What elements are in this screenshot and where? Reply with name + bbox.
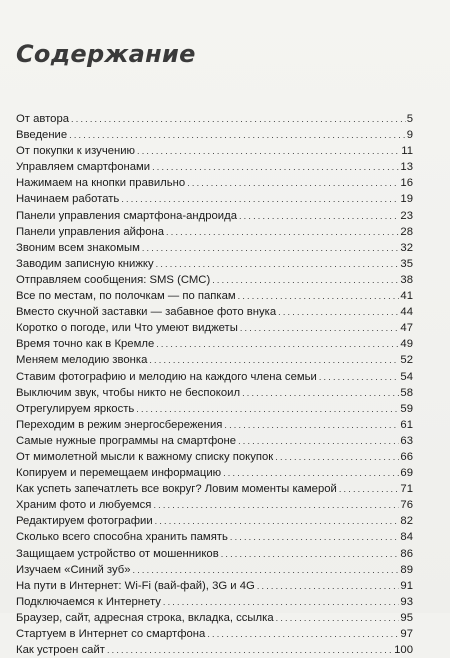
dot-leader [238,433,399,449]
toc-entry-title: Панели управления смартфона-андроида [16,209,237,222]
toc-entry [16,401,413,417]
toc-entry [16,610,413,626]
toc-entry [16,256,413,272]
dot-leader [276,610,400,626]
dot-leader [136,401,399,417]
toc-entry-page-number: 91 [400,579,413,592]
toc-entry-title: Заводим записную книжку [16,257,154,270]
toc-entry-title: Время точно как в Кремле [16,338,155,351]
toc-entry [16,288,413,304]
toc-entry-page-number: 47 [400,322,413,335]
toc-entry-title: Как устроен сайт [16,644,105,657]
toc-entry [16,497,413,513]
toc-entry [16,626,413,642]
toc-entry-title: Редактируем фотографии [16,515,153,528]
toc-entry [16,546,413,562]
toc-entry [16,304,413,320]
toc-entry-title: На пути в Интернет: Wi-Fi (вай-фай), 3G и 4G [16,579,255,592]
toc-entry-page-number: 11 [401,145,413,158]
dot-leader [275,449,399,465]
toc-entry-title: Выключим звук, чтобы никто не беспокоил [16,386,241,399]
dot-leader [257,578,400,594]
toc-entry [16,642,413,658]
toc-entry-title: Подключаемся к Интернету [16,595,161,608]
toc-entry [16,336,413,352]
toc-entry [16,562,413,578]
toc-entry-page-number: 16 [400,177,413,190]
toc-entry-title: Все по местам, по полочкам — по папкам [16,290,236,303]
toc-entry-title: Браузер, сайт, адресная строка, вкладка, ссылка [16,611,274,624]
dot-leader [278,304,399,320]
toc-entry-page-number: 41 [400,290,413,303]
toc-entry-title: От покупки к изучению [16,145,136,158]
toc-entry-page-number: 44 [400,306,413,319]
dot-leader [319,369,400,385]
toc-entry-title: Коротко о погоде, или Что умеют виджеты [16,322,238,335]
toc-entry [16,513,413,529]
toc-entry-page-number: 54 [400,370,413,383]
toc-entry-page-number: 69 [400,467,413,480]
toc-entry-title: Управляем смартфонами [16,161,151,174]
toc-entry [16,417,413,433]
dot-leader [230,529,400,545]
toc-entry [16,320,413,336]
toc-entry-title: Сколько всего способна хранить память [16,531,228,544]
toc-entry [16,385,413,401]
toc-entry-page-number: 19 [400,193,413,206]
toc-entry [16,159,413,175]
table-of-contents [16,111,413,658]
toc-entry [16,143,413,159]
toc-entry-title: Меняем мелодию звонка [16,354,148,367]
dot-leader [142,240,400,256]
toc-entry-page-number: 63 [400,434,413,447]
toc-entry-title: Копируем и перемещаем информацию [16,467,222,480]
dot-leader [163,594,400,610]
toc-entry [16,175,413,191]
toc-entry-title: Ставим фотографию и мелодию на каждого члена семьи [16,370,317,383]
toc-entry-page-number: 38 [400,273,413,286]
dot-leader [239,208,399,224]
toc-entry-page-number: 35 [400,257,413,270]
dot-leader [155,513,400,529]
toc-entry-title: Изучаем «Синий зуб» [16,563,131,576]
toc-entry [16,352,413,368]
dot-leader [149,352,399,368]
toc-entry-page-number: 59 [400,402,413,415]
toc-entry [16,224,413,240]
page-title: Содержание [16,40,196,68]
toc-entry [16,111,413,127]
toc-entry [16,449,413,465]
toc-entry-title: Стартуем в Интернет со смартфона [16,628,206,640]
toc-entry-page-number: 76 [400,499,413,512]
toc-entry-page-number: 71 [400,483,413,496]
toc-entry [16,272,413,288]
toc-entry-page-number: 58 [400,386,413,399]
dot-leader [207,626,399,642]
toc-entry-page-number: 86 [400,547,413,560]
toc-entry [16,369,413,385]
toc-entry-page-number: 95 [400,611,413,624]
dot-leader [223,465,399,481]
toc-entry-page-number: 100 [394,644,413,657]
toc-entry [16,240,413,256]
toc-entry [16,578,413,594]
toc-entry [16,433,413,449]
toc-entry-title: От мимолетной мысли к важному списку покупок [16,450,274,463]
toc-entry-title: Отправляем сообщения: SMS (СМС) [16,273,211,286]
toc-entry-title: Отрегулируем яркость [16,402,135,415]
toc-entry-title: Панели управления айфона [16,225,165,238]
dot-leader [71,111,406,127]
toc-entry [16,529,413,545]
dot-leader [69,127,406,143]
toc-entry-title: Самые нужные программы на смартфоне [16,434,237,447]
toc-entry [16,127,413,143]
dot-leader [133,562,400,578]
dot-leader [137,143,400,159]
dot-leader [212,272,399,288]
toc-entry-page-number: 13 [400,161,413,174]
dot-leader [187,175,399,191]
toc-entry [16,191,413,207]
dot-leader [242,385,399,401]
dot-leader [121,191,399,207]
dot-leader [107,642,393,658]
dot-leader [152,159,399,175]
toc-entry-title: Нажимаем на кнопки правильно [16,177,186,190]
dot-leader [339,481,400,497]
dot-leader [221,546,400,562]
toc-entry [16,594,413,610]
toc-entry-title: Храним фото и любуемся [16,499,152,512]
dot-leader [156,256,400,272]
toc-entry-page-number: 5 [406,113,413,125]
toc-entry-page-number: 52 [400,354,413,367]
toc-entry-page-number: 49 [400,338,413,351]
toc-entry-page-number: 84 [400,531,413,544]
toc-entry-title: От автора [16,113,70,125]
toc-entry-title: Переходим в режим энергосбережения [16,418,223,431]
toc-entry-page-number: 82 [400,515,413,528]
toc-entry-page-number: 89 [400,563,413,576]
dot-leader [166,224,399,240]
toc-entry-page-number: 32 [400,241,413,254]
toc-entry-page-number: 93 [400,595,413,608]
dot-leader [224,417,399,433]
toc-entry-title: Как успеть запечатлеть все вокруг? Ловим моменты камерой [16,483,337,496]
toc-entry-page-number: 28 [400,225,413,238]
dot-leader [240,320,400,336]
toc-entry-title: Введение [16,129,68,142]
toc-entry-page-number: 23 [400,209,413,222]
toc-entry [16,465,413,481]
dot-leader [153,497,399,513]
toc-entry-title: Звоним всем знакомым [16,241,140,254]
toc-entry [16,208,413,224]
toc-entry-title: Защищаем устройство от мошенников [16,547,219,560]
toc-entry [16,481,413,497]
toc-entry-page-number: 9 [406,129,413,142]
toc-entry-page-number: 61 [400,418,413,431]
dot-leader [238,288,400,304]
dot-leader [156,336,399,352]
toc-entry-title: Начинаем работать [16,193,120,206]
toc-entry-page-number: 97 [400,628,413,640]
toc-entry-page-number: 66 [400,450,413,463]
toc-entry-title: Вместо скучной заставки — забавное фото внука [16,306,277,319]
